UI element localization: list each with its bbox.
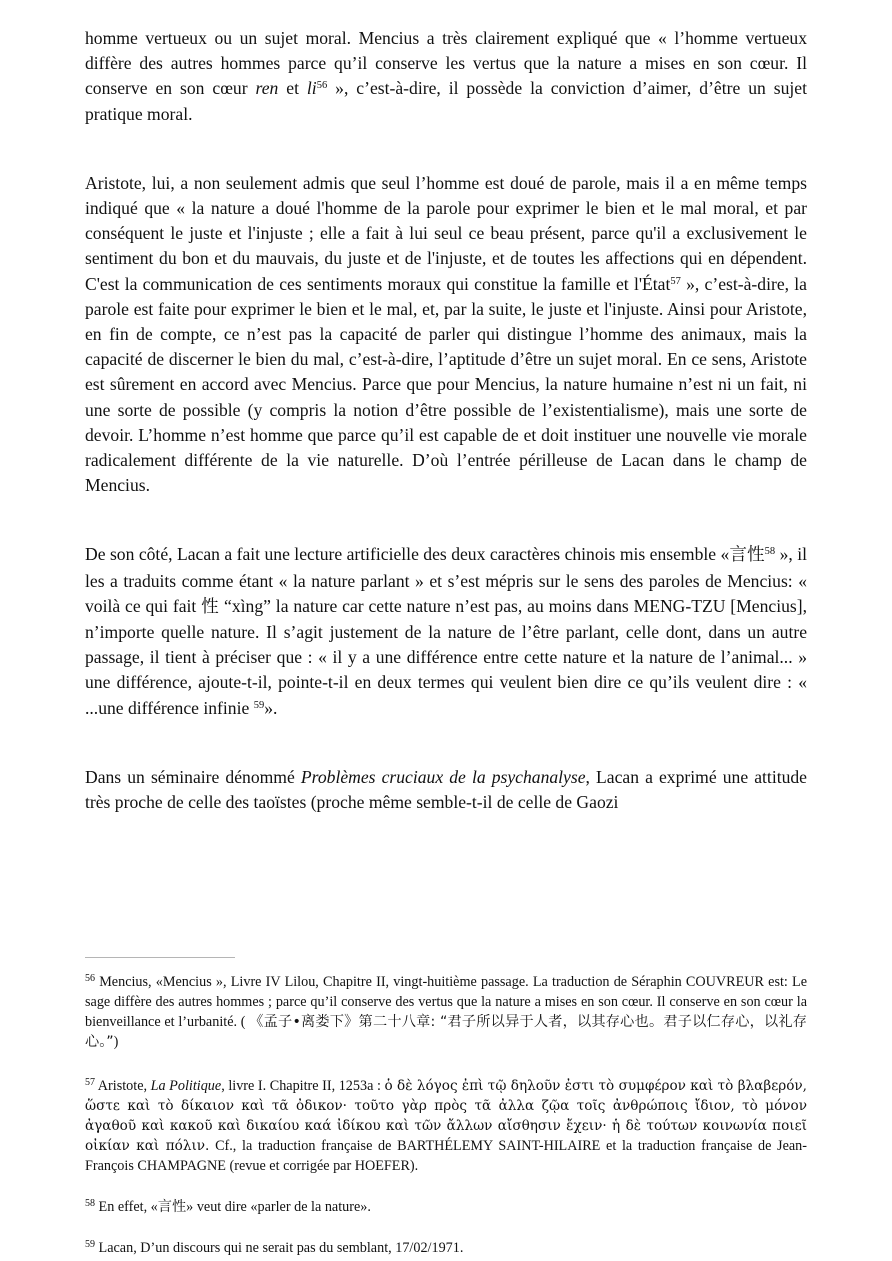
document-body [85, 26, 807, 815]
text: et [278, 78, 307, 99]
paragraph-seminar [85, 765, 807, 815]
text: homme vertueux ou un sujet moral. Mencius a très clairement expliqué que « l’homme vertueux diffère des autres hommes parce qu’il conserve les vertus que la nature a mises en son cœur. Il conserve en son cœur [85, 28, 807, 99]
chinese-characters-yanxing: 言性 [157, 1199, 187, 1215]
text: Lacan, D’un discours qui ne serait pas du semblant, 17/02/1971. [95, 1240, 464, 1256]
footnote-separator [85, 957, 235, 958]
footnote-59 [85, 1238, 807, 1258]
text: Mencius, «Mencius », Livre IV Lilou, Chapitre II, vingt-huitième passage. La traduction de Séraphin COUVREUR est: Le sage diffère des autres hommes ; parce qu’il conserve des vertus que la nature a mises en son cœur. Il conserve en son cœur la bienveillance et l’urbanité. ( [85, 974, 807, 1030]
footnote-number: 57 [85, 1077, 95, 1088]
footnote-57 [85, 1076, 807, 1176]
footnote-number: 59 [85, 1239, 95, 1250]
text: En effet, « [95, 1199, 158, 1215]
greek-quotation: ὁ δὲ λόγος ἐπὶ τῷ δηλοῦν ἐστι τὸ συμφέρον καὶ τὸ βλαβερόν, ὥστε καὶ τὸ δίκαιον καὶ τᾶ ὀδικον· τοῦτο γὰρ πρὸς τᾶ ἀλλα ζῷα τοῖς ἀνθρώποις ἴδιον, τὸ μόνον ἀγαθοῦ καὶ κακοῦ καὶ δικαίου καά ἰδίκου καὶ τῶν ἄλλων αἴσθησιν ἔχειν· ἡ δὲ τούτων κοινωνία ποιεῖ οἰκίαν καὶ πόλιν. [85, 1078, 808, 1154]
paragraph-virtuous-man [85, 26, 807, 127]
chinese-quotation: 《孟子•离娄下》第二十八章: “君子所以异于人者，以其存心也。君子以仁存心，以礼存心。” [85, 1014, 807, 1050]
footnote-56 [85, 972, 807, 1052]
text: Aristote, lui, a non seulement admis que seul l’homme est doué de parole, mais il a en même temps indiqué que « la nature a doué l'homme de la parole pour exprimer le bien et le mal moral, et par conséquent le juste et l'injuste ; elle a fait à lui seul ce beau présent, parce qu'il a exclusivement le sentiment du bon et du mauvais, du juste et de l'injuste, et de toutes les affections qui en dépendent. C'est la communication de ces sentiments moraux qui constitue la famille et l'État [85, 172, 807, 294]
book-title: La Politique [150, 1078, 222, 1094]
text: , livre I. Chapitre II, 1253a : [221, 1078, 385, 1094]
text: De son côté, Lacan a fait une lecture artificielle des deux caractères chinois mis ensemble « [85, 544, 730, 565]
term-li: li [306, 78, 317, 99]
text: », c’est-à-dire, il possède la conviction d’aimer, d’être un sujet pratique moral. [85, 78, 807, 124]
footnote-ref-58[interactable]: 58 [764, 546, 776, 558]
text: “xìng” la nature car cette nature n’est pas, au moins dans MENG-TZU [Mencius], n’importe quelle nature. Il s’agit justement de la nature de l’être parlant, celle dont, dans un autre passage, il tient à préciser que : « il y a une différence entre cette nature et la nature de l’animal... » une différence, ajoute-t-il, pointe-t-il en deux termes qui veulent bien dire ce qu’ils veulent dire : « ...une différence infinie [85, 595, 807, 718]
text: Aristote, [95, 1078, 151, 1094]
footnote-number: 58 [85, 1198, 95, 1209]
paragraph-lacan-reading [85, 542, 807, 720]
footnotes [85, 972, 807, 1258]
footnote-ref-59[interactable]: 59 [253, 699, 265, 711]
text: Dans un séminaire dénommé [85, 766, 301, 787]
footnote-58 [85, 1197, 807, 1217]
footnote-number: 56 [85, 973, 95, 984]
seminar-title: Problèmes cruciaux de la psychanalyse [300, 766, 586, 787]
chinese-character-xing: 性 [201, 596, 220, 617]
paragraph-aristote [85, 171, 807, 499]
text: Cf., la traduction française de BARTHÉLEMY SAINT-HILAIRE et la traduction française de Jean-François CHAMPAGNE (revue et corrigée par HOEFER). [85, 1138, 807, 1174]
text: ) [113, 1034, 119, 1050]
term-ren: ren [255, 78, 279, 99]
text: » veut dire «parler de la nature». [186, 1199, 371, 1215]
chinese-characters-yanxing: 言性 [729, 545, 765, 566]
text: , Lacan a exprimé une attitude très proche de celle des taoïstes (proche même semble-t-il de celle de Gaozi [85, 766, 807, 813]
text: », il les a traduits comme étant « la nature parlant » et s’est mépris sur le sens des paroles de Mencius: « voilà ce qui fait [85, 544, 807, 616]
text: », c’est-à-dire, la parole est faite pour exprimer le bien et le mal, et, par la suite, le juste et l'injuste. Ainsi pour Aristote, en fin de compte, ce n’est pas la capacité de parler qui distingue l’homme des animaux, mais la capacité de discerner le bien du mal, c’est-à-dire, l’aptitude d’être un sujet moral. En ce sens, Aristote est sûrement en accord avec Mencius. Parce que pour Mencius, la nature humaine n’est ni un fait, ni une sorte de possible (y compris la notion d’être possible de l’existentialisme), mais une sorte de devoir. L’homme n’est homme que parce qu’il est capable de et doit instituer une nouvelle vie morale radicalement différente de la vie naturelle. D’où l’entrée périlleuse de Lacan dans le champ de Mencius. [85, 273, 807, 496]
text: ». [264, 697, 278, 718]
footnote-ref-56[interactable]: 56 [316, 80, 328, 92]
footnote-ref-57[interactable]: 57 [670, 275, 681, 287]
